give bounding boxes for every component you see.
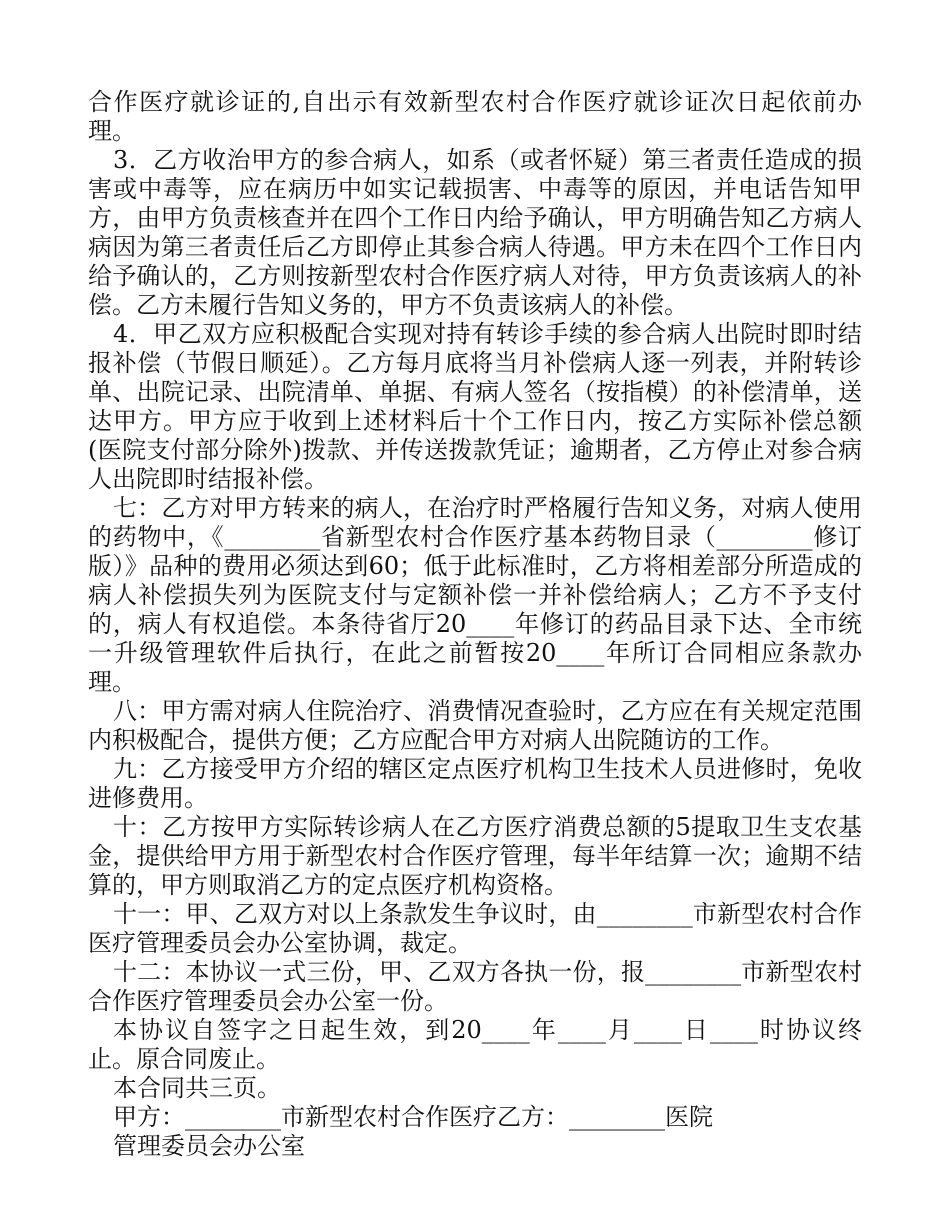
paragraph-continuation: 合作医疗就诊证的,自出示有效新型农村合作医疗就诊证次日起依前办理。 bbox=[88, 88, 862, 145]
signature-party-b: 乙方：________医院 bbox=[497, 1103, 713, 1131]
paragraph-article-7: 七：乙方对甲方转来的病人，在治疗时严格履行告知义务，对病人使用的药物中，《________省新型农村合作医疗基本药物目录（________修订版）》品种的费用必须达到60；低于此标准时，乙方将相差部分所造成的病人补偿损失列为医院支付与定额补偿一并补偿给病人；乙方不予支付的，病人有权追偿。本条待省厅20____年修订的药品目录下达、全市统一升级管理软件后执行，在此之前暂按20____年所订合同相应条款办理。 bbox=[88, 494, 862, 696]
signature-party-a: 甲方：________市新型农村合作医疗 bbox=[113, 1103, 497, 1131]
paragraph-page-count: 本合同共三页。 bbox=[113, 1074, 281, 1102]
paragraph-article-10: 十：乙方按甲方实际转诊病人在乙方医疗消费总额的5提取卫生支农基金，提供给甲方用于新型农村合作医疗管理，每半年结算一次；逾期不结算的，甲方则取消乙方的定点医疗机构资格。 bbox=[88, 813, 862, 899]
document-body bbox=[88, 88, 862, 1161]
signature-row bbox=[113, 1103, 862, 1132]
paragraph-effective-date: 本协议自签字之日起生效，到20____年____月____日____时协议终止。原合同废止。 bbox=[88, 1016, 862, 1073]
paragraph-clause-4: 4．甲乙双方应积极配合实现对持有转诊手续的参合病人出院时即时结报补偿（节假日顺延）。乙方每月底将当月补偿病人逐一列表，并附转诊单、出院记录、出院清单、单据、有病人签名（按指模）的补偿清单，送达甲方。甲方应于收到上述材料后十个工作日内，按乙方实际补偿总额(医院支付部分除外)拨款、并传送拨款凭证；逾期者，乙方停止对参合病人出院即时结报补偿。 bbox=[88, 320, 862, 493]
paragraph-article-11: 十一：甲、乙双方对以上条款发生争议时，由________市新型农村合作医疗管理委员会办公室协调，裁定。 bbox=[88, 900, 862, 957]
paragraph-article-8: 八：甲方需对病人住院治疗、消费情况查验时，乙方应在有关规定范围内积极配合，提供方便；乙方应配合甲方对病人出院随访的工作。 bbox=[88, 697, 862, 754]
paragraph-clause-3: 3．乙方收治甲方的参合病人，如系（或者怀疑）第三者责任造成的损害或中毒等，应在病历中如实记载损害、中毒等的原因，并电话告知甲方，由甲方负责核查并在四个工作日内给予确认，甲方明确告知乙方病人病因为第三者责任后乙方即停止其参合病人待遇。甲方未在四个工作日内给予确认的，乙方则按新型农村合作医疗病人对待，甲方负责该病人的补偿。乙方未履行告知义务的，甲方不负责该病人的补偿。 bbox=[88, 146, 862, 319]
paragraph-article-9: 九：乙方接受甲方介绍的辖区定点医疗机构卫生技术人员进修时，免收进修费用。 bbox=[88, 755, 862, 812]
paragraph-article-12: 十二：本协议一式三份，甲、乙双方各执一份，报________市新型农村合作医疗管理委员会办公室一份。 bbox=[88, 958, 862, 1015]
signature-party-a-continuation: 管理委员会办公室 bbox=[113, 1132, 305, 1160]
